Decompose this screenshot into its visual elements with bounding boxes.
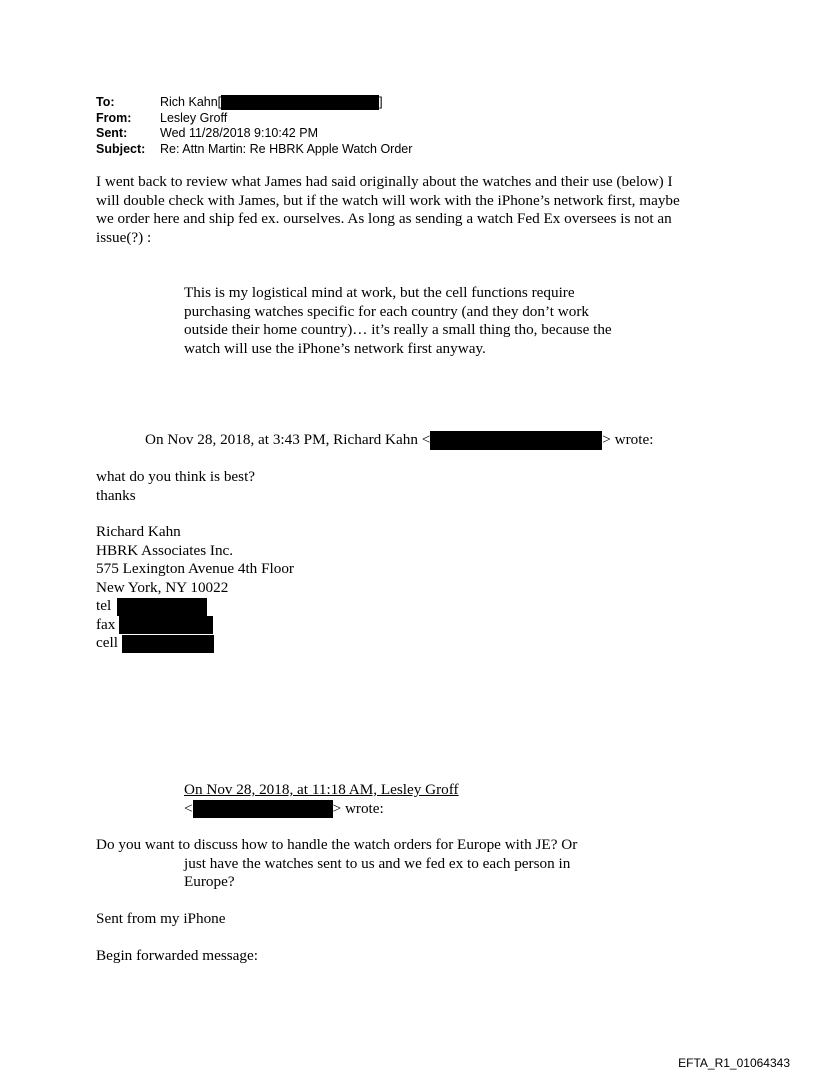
quote-line: purchasing watches specific for each country (and they don’t work (184, 302, 589, 320)
quoted-paragraph (184, 284, 612, 358)
signature-city: New York, NY 10022 (96, 578, 229, 596)
body-line: what do you think is best? (96, 468, 256, 485)
reply2-body-line1: Do you want to discuss how to handle the watch orders for Europe with JE? Or (96, 836, 578, 853)
reply1-lead: On Nov 28, 2018, at 3:43 PM, Richard Kahn < (145, 431, 431, 448)
redaction-bar (193, 800, 333, 818)
tel-label: tel (96, 597, 112, 614)
to-name: Rich Kahn[ (160, 95, 222, 109)
cell-label: cell (96, 634, 118, 652)
intro-line: we order here and ship fed ex. ourselves. As long as sending a watch Fed Ex oversees is not an (96, 210, 672, 227)
forwarded-line: Begin forwarded message: (96, 947, 258, 964)
subject-label: Subject: (96, 141, 146, 156)
reply-attribution-groff (184, 781, 459, 818)
subject-value: Re: Attn Martin: Re HBRK Apple Watch Order (160, 141, 413, 156)
reply2-line2 (184, 800, 459, 819)
reply2-line1: On Nov 28, 2018, at 11:18 AM, Lesley Groff (184, 781, 459, 798)
sent-value: Wed 11/28/2018 9:10:42 PM (160, 126, 318, 140)
reply2-tail: > wrote: (332, 799, 384, 817)
to-row (96, 95, 412, 111)
signature-block (96, 523, 294, 653)
signature-cell (96, 634, 294, 653)
reply2-body-line2: just have the watches sent to us and we fed ex to each person in (184, 855, 571, 872)
reply1-tail: > wrote: (602, 431, 654, 448)
signature-tel (96, 597, 294, 616)
redaction-bar (122, 635, 214, 653)
sent-label: Sent: (96, 126, 128, 140)
intro-line: will double check with James, but if the watch will work with the iPhone’s network first, maybe (96, 191, 680, 209)
from-label: From: (96, 110, 132, 125)
sent-from-line: Sent from my iPhone (96, 910, 226, 927)
quote-line: outside their home country)… it’s really a small thing tho, because the (184, 321, 612, 338)
from-row (96, 111, 412, 127)
reply1-body (96, 468, 255, 505)
intro-paragraph (96, 173, 680, 247)
reply2-body-line3: Europe? (184, 873, 235, 890)
reply-attribution-kahn (145, 431, 653, 450)
body-line: thanks (96, 486, 136, 504)
intro-line: issue(?) : (96, 228, 152, 246)
to-label: To: (96, 95, 115, 109)
quote-line: This is my logistical mind at work, but the cell functions require (184, 284, 575, 301)
fax-label: fax (96, 615, 116, 633)
signature-name: Richard Kahn (96, 523, 181, 540)
redaction-bar (221, 95, 379, 110)
reply2-open: < (184, 799, 193, 817)
quote-line: watch will use the iPhone’s network first anyway. (184, 339, 486, 357)
intro-line: I went back to review what James had said originally about the watches and their use (below) I (96, 173, 673, 190)
redaction-bar (117, 598, 207, 616)
sent-row (96, 126, 412, 142)
redaction-bar (430, 431, 602, 450)
subject-row (96, 142, 412, 158)
to-close: ] (379, 95, 383, 109)
from-value: Lesley Groff (160, 110, 228, 125)
email-header (96, 95, 412, 157)
signature-street: 575 Lexington Avenue 4th Floor (96, 560, 294, 577)
document-id: EFTA_R1_01064343 (678, 1056, 790, 1070)
signature-fax (96, 616, 294, 635)
redaction-bar (119, 616, 213, 634)
signature-company: HBRK Associates Inc. (96, 541, 234, 559)
